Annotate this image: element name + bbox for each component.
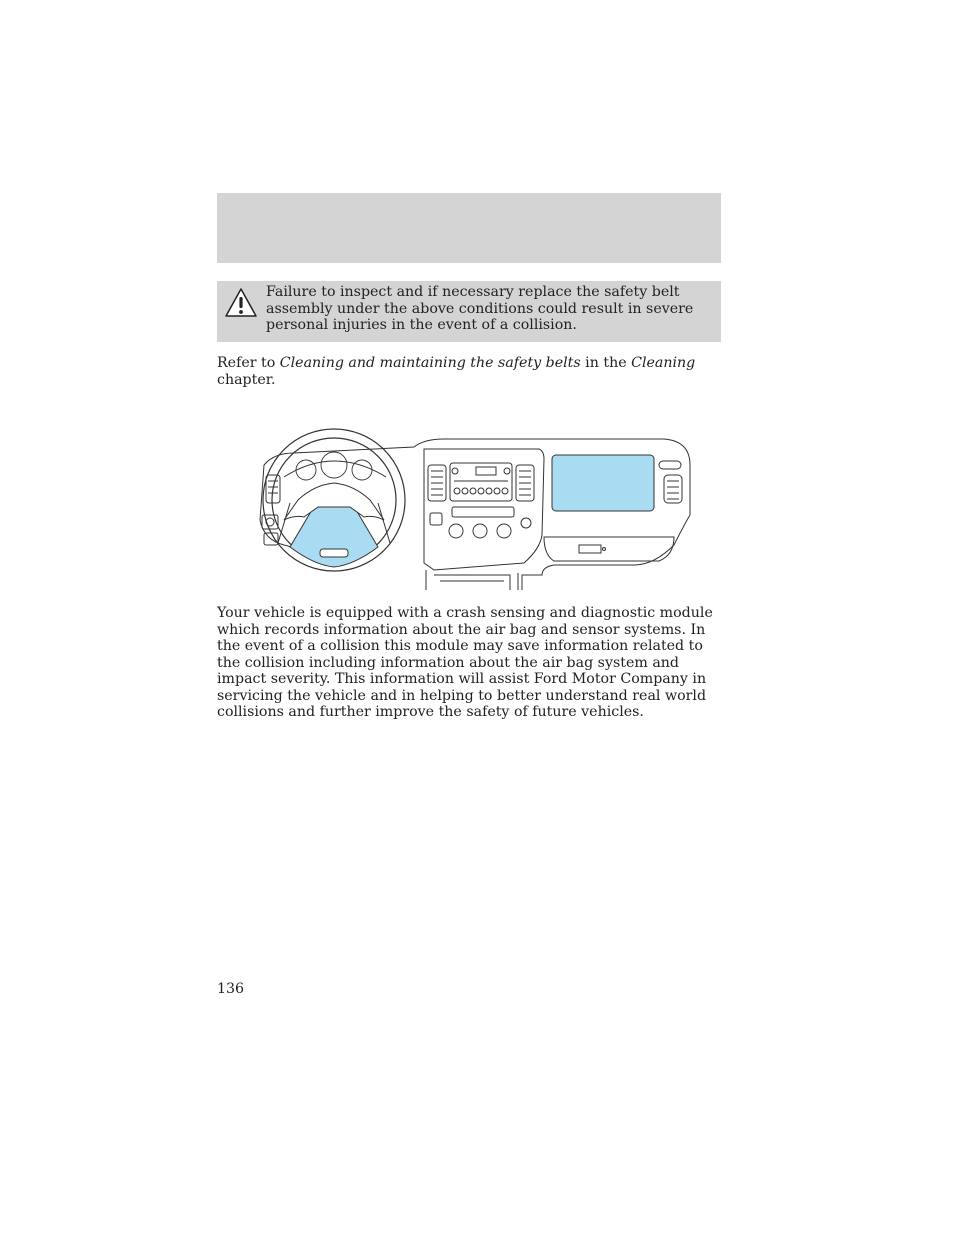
- refer-paragraph: [217, 355, 721, 388]
- passenger-airbag-panel: [552, 455, 654, 511]
- radio-unit: [450, 463, 512, 501]
- warning-text: Failure to inspect and if necessary replace the safety belt assembly under the above conditions could result in severe personal injuries in the event of a collision.: [266, 284, 694, 334]
- refer-middle: in the: [580, 355, 632, 371]
- warning-box: [217, 281, 721, 342]
- body-paragraph: Your vehicle is equipped with a crash sensing and diagnostic module which records information about the air bag and sensor systems. In the event of a collision this module may save information related to the collision including information about the air bag system and impact severity. This information will assist Ford Motor Company in servicing the vehicle and in helping to better understand real world collisions and further improve the safety of future vehicles.: [217, 605, 713, 720]
- climate-knob-right: [497, 524, 511, 538]
- refer-prefix: Refer to: [217, 355, 280, 371]
- section-header-band: [217, 193, 721, 263]
- refer-suffix: chapter.: [217, 371, 276, 388]
- glove-box: [544, 537, 674, 561]
- page-number: 136: [217, 981, 245, 997]
- warning-triangle-icon: [224, 286, 258, 319]
- climate-knob-left: [449, 524, 463, 538]
- instrument-cluster: [284, 452, 386, 480]
- refer-chapter-name: Cleaning: [631, 355, 696, 371]
- refer-section-title: Cleaning and maintaining the safety belts: [279, 355, 581, 371]
- climate-knob-middle: [473, 524, 487, 538]
- dashboard-airbag-illustration: [254, 425, 694, 590]
- center-console: [426, 570, 518, 590]
